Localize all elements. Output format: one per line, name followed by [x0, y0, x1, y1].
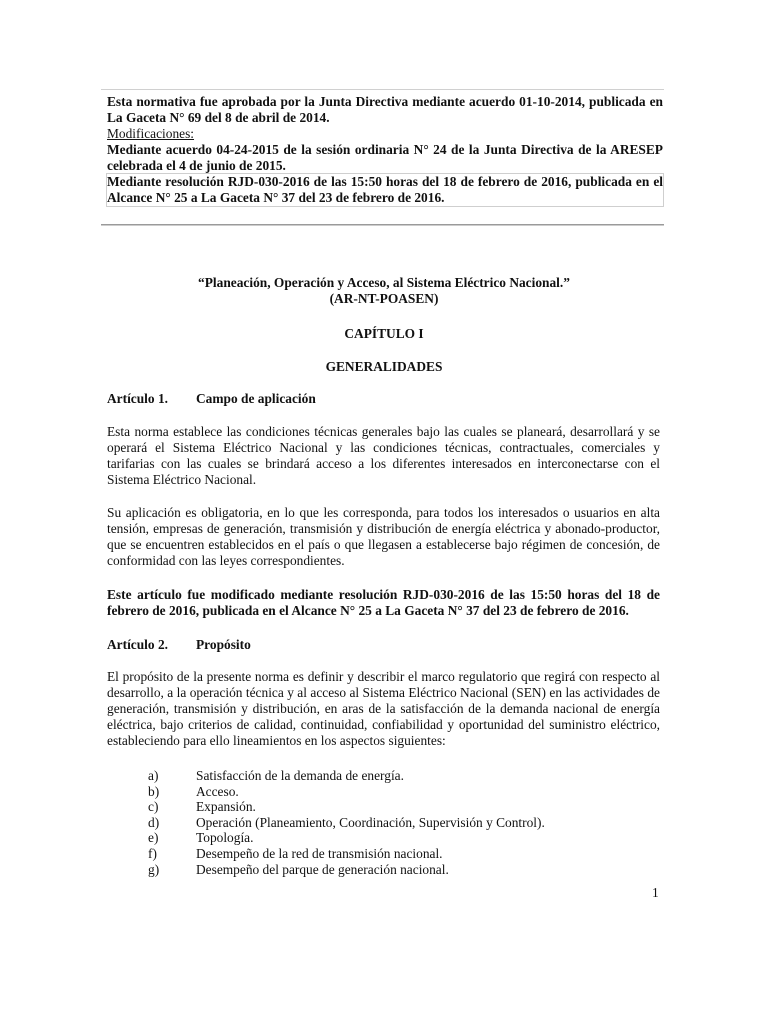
list-item-key: c)	[148, 799, 159, 815]
section-heading: GENERALIDADES	[325, 359, 443, 374]
list-item-key: g)	[148, 861, 160, 877]
article-1-paragraph-1	[107, 424, 660, 488]
list-item-text: Expansión.	[196, 799, 256, 815]
article-1-paragraph-2	[107, 505, 660, 569]
list-item-text: Topología.	[196, 830, 254, 846]
list-item-key: b)	[148, 783, 160, 799]
notice-modifications-label: Modificaciones:	[107, 126, 195, 141]
article-1-modification-note	[107, 587, 660, 619]
list-item-text: Desempeño de la red de transmisión nacional.	[196, 845, 443, 861]
list-item	[148, 799, 648, 815]
list-item	[148, 862, 648, 878]
list-item-key: e)	[148, 830, 159, 846]
list-item-key: d)	[148, 814, 160, 830]
document-title: “Planeación, Operación y Acceso, al Sistema Eléctrico Nacional.”	[198, 275, 570, 290]
article-1-title: Campo de aplicación	[196, 391, 316, 406]
list-item-text: Acceso.	[196, 783, 239, 799]
list-item	[148, 768, 648, 784]
list-item-key: f)	[148, 845, 157, 861]
article-2-heading	[107, 637, 251, 653]
list-item	[148, 784, 648, 800]
notice-approval: Esta normativa fue aprobada por la Junta Directiva mediante acuerdo 01-10-2014, publicada en La Gaceta N° 69 del 8 de abril de 2014.	[107, 94, 663, 125]
chapter-heading: CAPÍTULO I	[344, 326, 424, 341]
notice-modification-2: Mediante resolución RJD-030-2016 de las 15:50 horas del 18 de febrero de 2016, publicada en el Alcance N° 25 a La Gaceta N° 37 del 23 de febrero de 2016.	[107, 174, 663, 205]
list-item-text: Desempeño del parque de generación nacional.	[196, 861, 449, 877]
document-code: (AR-NT-POASEN)	[329, 291, 439, 306]
article-2-paragraph-1	[107, 669, 660, 749]
article-1-p2-text: Su aplicación es obligatoria, en lo que les corresponda, para todos los interesados o usuarios en alta tensión, empresas de generación, transmisión y distribución de energía eléctrica y abonado-productor, que se encuentren establecidos en el país o que llegasen a establecerse bajo régimen de concesión, de conformidad con las leyes correspondientes.	[107, 505, 660, 568]
list-item-text: Satisfacción de la demanda de energía.	[196, 768, 404, 783]
article-1-number: Artículo 1.	[107, 391, 168, 406]
aspects-list	[148, 768, 648, 877]
list-item	[148, 846, 648, 862]
page-number: 1	[652, 885, 659, 900]
article-1-p1-text: Esta norma establece las condiciones técnicas generales bajo las cuales se planeará, desarrollará y se operará el Sistema Eléctrico Nacional y las condiciones técnicas, contractuales, comerciales y tarifarias con las cuales se brindará acceso a los diferentes interesados en interconectarse con el Sistema Eléctrico Nacional.	[107, 424, 660, 487]
notice-modification-1: Mediante acuerdo 04-24-2015 de la sesión ordinaria N° 24 de la Junta Directiva de la ARESEP celebrada el 4 de junio de 2015.	[107, 142, 663, 173]
article-2-p1-text: El propósito de la presente norma es definir y describir el marco regulatorio que regirá con respecto al desarrollo, a la operación técnica y al acceso al Sistema Eléctrico Nacional (SEN) en las actividades de generación, transmisión y distribución, en aras de la satisfacción de la demanda nacional de energía eléctrica, bajo criterios de calidad, continuidad, confiabilidad y oportunidad del suministro eléctrico, estableciendo para ello lineamientos en los aspectos siguientes:	[107, 669, 660, 748]
list-item-text: Operación (Planeamiento, Coordinación, Supervisión y Control).	[196, 814, 545, 830]
article-2-number: Artículo 2.	[107, 637, 168, 652]
article-2-title: Propósito	[196, 637, 251, 652]
list-item	[148, 815, 648, 831]
article-1-modified-text: Este artículo fue modificado mediante resolución RJD-030-2016 de las 15:50 horas del 18 de febrero de 2016, publicada en el Alcance N° 25 a La Gaceta N° 37 del 23 de febrero de 2016.	[107, 587, 660, 618]
list-item-key: a)	[148, 768, 159, 783]
list-item	[148, 830, 648, 846]
article-1-heading	[107, 391, 316, 407]
regulation-notice-box	[101, 89, 664, 225]
